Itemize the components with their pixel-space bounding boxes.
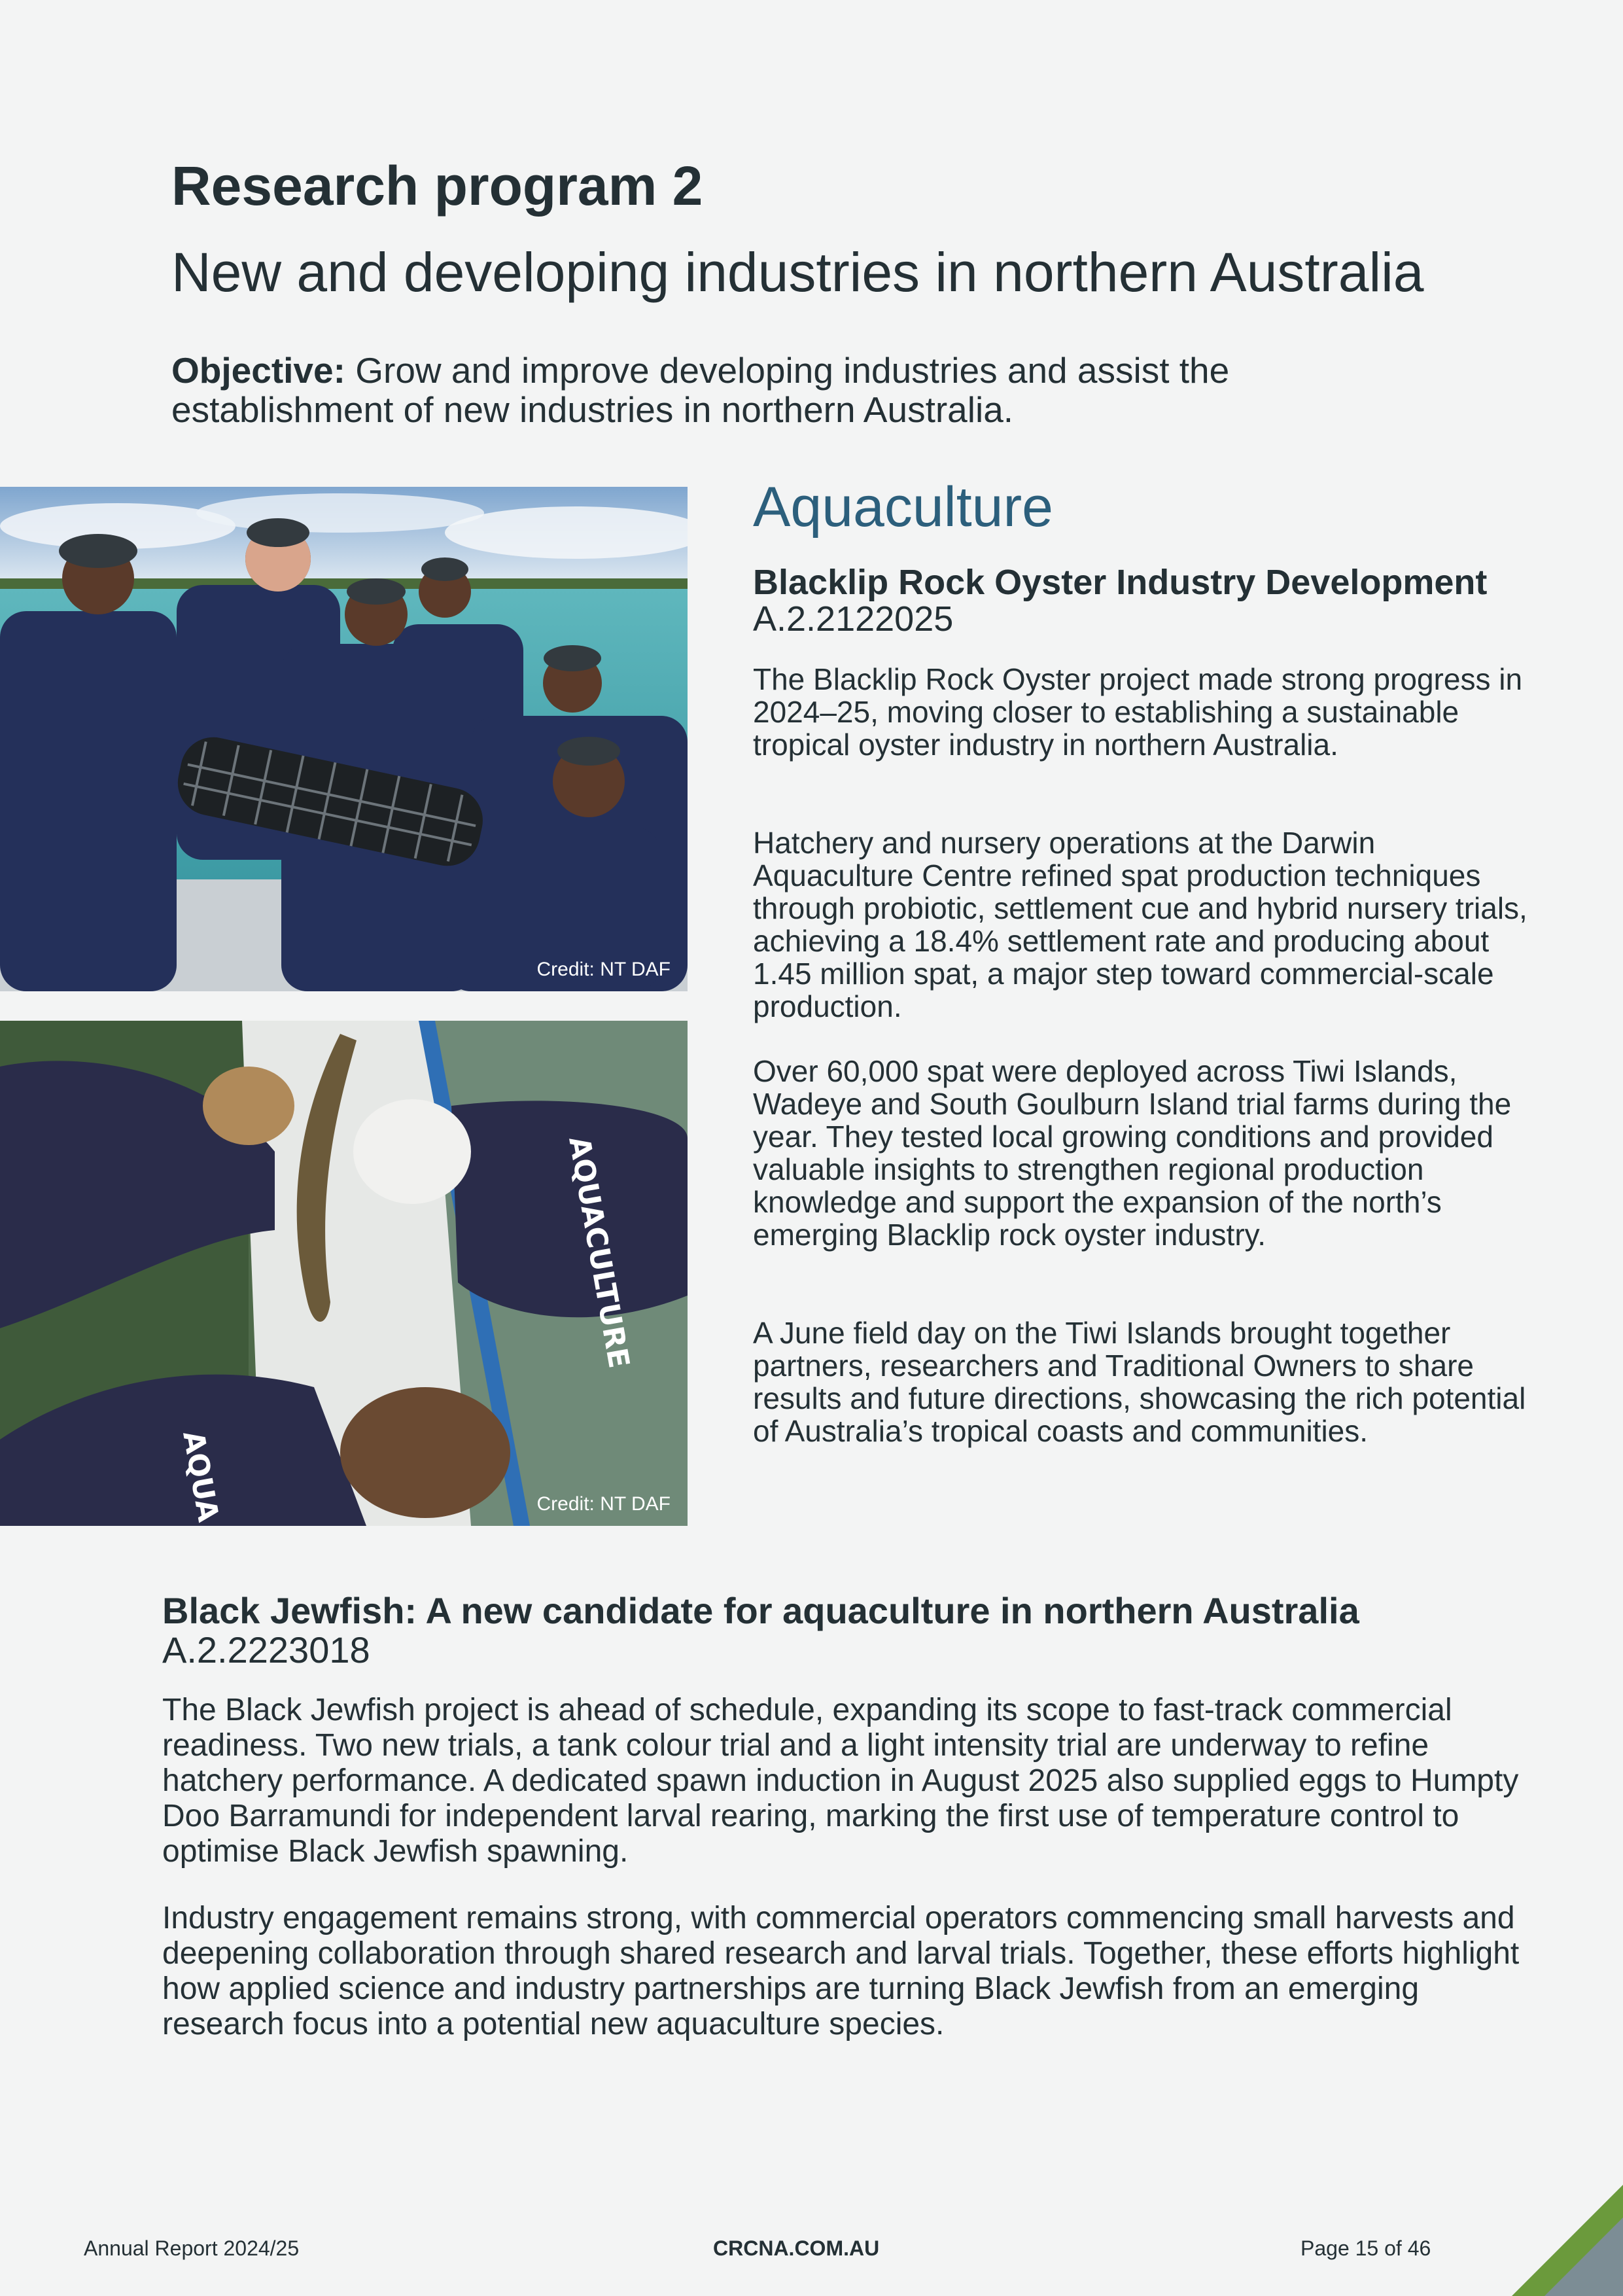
footer-page-number: Page 15 of 46 [1300,2236,1431,2260]
project-name: Black Jewfish: A new candidate for aquaculture in northern Australia [162,1590,1359,1631]
section-heading: Aquaculture [753,476,1053,539]
body-paragraph: Over 60,000 spat were deployed across Tiwi Islands, Wadeye and South Goulburn Island trial farms during the year. They tested local growing conditions and provided valuable insights to strengthen regional production knowledge and support the expansion of the north’s emerging Blacklip rock oyster industry. [753,1054,1512,1252]
photo-credit: Credit: NT DAF [536,1493,671,1515]
photo-oyster-team [0,487,688,991]
footer-website-link[interactable]: CRCNA.COM.AU [713,2236,880,2260]
program-label: Research program 2 [171,155,703,217]
objective-label: Objective: [171,350,345,391]
objective [171,351,1447,429]
photo-jewfish-team-image [0,1021,688,1526]
body-paragraph: The Blacklip Rock Oyster project made strong progress in 2024–25, moving closer to establishing a sustainable tropical oyster industry in northern Australia. [753,662,1523,762]
shirt-lettering-2: AQUA [176,1428,225,1525]
shirt-lettering-1: AQUACULTURE [562,1134,636,1371]
project-title [753,564,1538,637]
objective-text: Grow and improve developing industries and assist the establishment of new industries in northern Australia. [171,350,1230,430]
project-code: A.2.2223018 [162,1629,370,1670]
body-paragraph: Hatchery and nursery operations at the Darwin Aquaculture Centre refined spat production techniques through probiotic, settlement cue and hybrid nursery trials, achieving a 18.4% settlement rate and producing about 1.45 million spat, a major step toward commercial-scale production. [753,826,1527,1023]
corner-accent-graphic [1512,2185,1623,2296]
project-title [162,1591,1569,1670]
photo-oyster-team-image [0,487,688,991]
photo-jewfish-team [0,1021,688,1526]
project-name: Blacklip Rock Oyster Industry Development [753,563,1488,602]
footer-report-title: Annual Report 2024/25 [84,2236,300,2260]
body-paragraph: The Black Jewfish project is ahead of schedule, expanding its scope to fast-track commercial readiness. Two new trials, a tank colour trial and a light intensity trial are underway to refine hatchery performance. A dedicated spawn induction in August 2025 also supplied eggs to Humpty Doo Barramundi for independent larval rearing, marking the first use of temperature control to optimise Black Jewfish spawning. [162,1693,1519,1869]
photo-credit: Credit: NT DAF [536,959,671,980]
body-paragraph: Industry engagement remains strong, with commercial operators commencing small harvests and deepening collaboration through shared research and larval trials. Together, these efforts highlight how applied science and industry partnerships are turning Black Jewfish from an emerging research focus into a potential new aquaculture species. [162,1901,1520,2041]
body-paragraph: A June field day on the Tiwi Islands brought together partners, researchers and Traditional Owners to share results and future directions, showcasing the rich potential of Australia’s tropical coasts and communities. [753,1316,1526,1448]
project-code: A.2.2122025 [753,599,954,639]
program-subtitle: New and developing industries in northern Australia [171,241,1424,303]
